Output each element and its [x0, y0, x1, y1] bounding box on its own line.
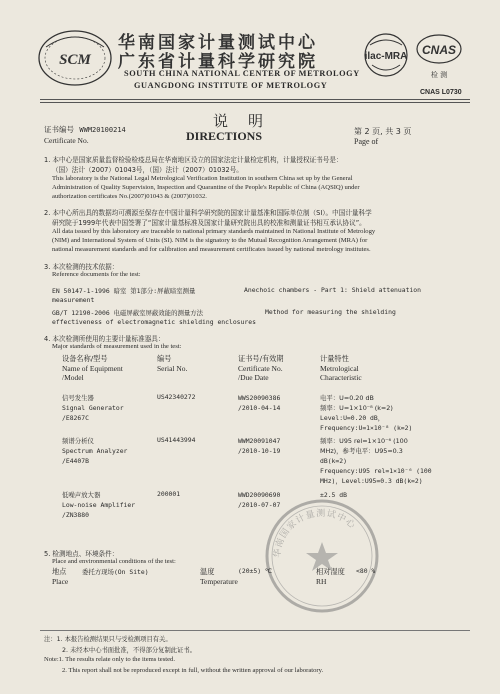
cnas-number: CNAS L0730	[420, 89, 462, 96]
table-header-serial: 编号 Serial No.	[157, 354, 188, 373]
row-3-characteristic: ±2.5 dB	[320, 491, 347, 499]
section-2-cn-2: 研究院于1999年代表中国签署了“国家计量基标准及国家计量研究院出具的校准和测量证书相互承认协议”。	[52, 219, 366, 227]
row-1-characteristic: 电平：U=0.20 dB 频率：U=1×10⁻⁸ (k=2) Level:U=0.20 dB， Frequency:U=1×10⁻⁸ (k=2)	[320, 394, 413, 432]
place-value: 委托方现场(On Site)	[82, 568, 149, 576]
reference-1-code: EN 50147-1-1996 暗室 第1部分:屏蔽暗室测量	[52, 287, 196, 295]
cnas-logo-text: CNAS	[421, 43, 457, 57]
table-row: 频谱分析仪 Spectrum Analyzer /E4407B	[62, 437, 128, 465]
section-1-en-1: This laboratory is the National Legal Metrological Verification Institution in southern China set up by the General	[52, 175, 353, 182]
org-name-en-2: GUANGDONG INSTITUTE OF METROLOGY	[134, 81, 328, 90]
section-5-cn: 5. 检测地点、环境条件：	[44, 550, 119, 558]
certificate-number-line	[44, 124, 126, 135]
place-label-cn: 地点	[52, 567, 67, 576]
title-cn: 说明	[213, 112, 284, 130]
row-3-serial: 200001	[157, 490, 181, 498]
humidity-label-cn: 相对湿度	[316, 567, 345, 576]
org-name-cn-2: 广东省计量科学研究院	[118, 52, 318, 72]
temperature-label-cn: 温度	[200, 567, 215, 576]
header-rule	[40, 99, 470, 100]
section-2-en-1: All data issued by this laboratory are traceable to national primary standards maintained in National Institute of Metrology	[52, 228, 376, 235]
page-info-cn: 第 2 页, 共 3 页	[354, 127, 412, 136]
note-2-en: 2. This report shall not be reproduced except in full, without the written approval of our laboratory.	[62, 667, 324, 674]
certificate-label-cn: 证书编号	[44, 125, 74, 134]
section-2-en-2: (NIM) and International System of Units (SI). NIM is the signatory to the Mutual Recognition Arrangement (MRA) for	[52, 237, 368, 244]
table-row: 低噪声放大器 Low-noise Amplifier /ZN3880	[62, 491, 136, 519]
certificate-number: WWM20100214	[79, 126, 126, 134]
section-4-en: Major standards of measurement used in the test:	[52, 343, 182, 350]
section-3-cn: 3. 本次检测的技术依据：	[44, 263, 119, 271]
note-1-cn: 注：1. 本报告检测结果只与受检测项目有关。	[44, 636, 172, 643]
official-seal-stamp	[262, 496, 382, 616]
section-2-cn-1: 2. 本中心所出具的数据均可溯源至保存在中国计量科学研究院的国家计量基准和国际单位制（SI）。中国计量科学	[44, 209, 372, 217]
reference-1-title: Anechoic chambers - Part 1: Shield attenuation	[244, 286, 421, 294]
section-3-en: Reference documents for the test:	[52, 271, 141, 278]
cnas-logo	[414, 29, 464, 85]
temperature-label-en: Temperature	[200, 577, 238, 586]
scm-logo	[36, 27, 114, 89]
reference-1-title-cont: measurement	[52, 296, 95, 304]
section-1-cn-2: （国）法计（2007）01043号，（国）法计（2007）01032号。	[52, 166, 243, 174]
table-header-equipment: 设备名称/型号 Name of Equipment /Model	[62, 354, 123, 382]
humidity-label-en: RH	[316, 577, 327, 586]
cnas-logo-sub: 检 测	[430, 71, 448, 79]
row-2-certificate: WWM20091047 /2010-10-19	[238, 437, 281, 455]
place-label-en: Place	[52, 577, 69, 586]
note-1-en: Note:1. The results relate only to the items tested.	[44, 656, 175, 663]
table-row: 信号发生器 Signal Generator /E8267C	[62, 394, 124, 422]
row-1-serial: US42340272	[157, 393, 196, 401]
temperature-value: (20±5) ℃	[238, 567, 273, 575]
reference-2-title-cont: effectiveness of electromagnetic shielding enclosures	[52, 318, 256, 326]
ilac-logo-text: ilac-MRA	[364, 51, 408, 62]
section-1-en-2: Administration of Quality Supervision, Inspection and Quarantine of the People's Republic of China (AQSIQ) under	[52, 184, 360, 191]
section-4-cn: 4. 本次检测所使用的主要计量标准器具：	[44, 335, 165, 343]
note-2-cn: 2. 未经本中心书面批准，不得部分复制此证书。	[62, 647, 196, 654]
section-1-en-3: authorization certificates No.(2007)01043 & (2007)01032.	[52, 193, 207, 200]
section-1-cn-1: 1. 本中心是国家质量监督检验检疫总局在华南地区设立的国家法定计量检定机构，计量授权证书号是：	[44, 156, 343, 164]
stamp-text: 华南国家计量测试中心	[272, 508, 358, 559]
reference-2-code: GB/T 12190-2006 电磁屏蔽室屏蔽效能的测量方法	[52, 309, 204, 317]
table-header-certificate: 证书号/有效期 Certificate No. /Due Date	[238, 354, 284, 382]
org-name-cn-1: 华南国家计量测试中心	[118, 33, 318, 53]
org-name-en-1: SOUTH CHINA NATIONAL CENTER OF METROLOGY	[124, 69, 360, 78]
footer-rule	[40, 630, 470, 631]
certificate-label-en: Certificate No.	[44, 136, 89, 145]
header-rule-thin	[40, 102, 470, 103]
section-5-en: Place and environmental conditions of the test:	[52, 558, 176, 565]
humidity-value: <80 %	[356, 567, 376, 575]
section-2-en-3: national measurement standards and for calibration and measurement certificates issued by national metrology institutes.	[52, 246, 371, 253]
reference-2-title: Method for measuring the shielding	[265, 308, 396, 316]
page-info-en: Page of	[354, 137, 379, 146]
title-en: DIRECTIONS	[186, 129, 263, 143]
scm-logo-text: SCM	[59, 52, 91, 68]
row-2-serial: US41443994	[157, 436, 196, 444]
row-1-certificate: WWS20090386 /2010-04-14	[238, 394, 281, 412]
ilac-mra-logo	[358, 31, 414, 91]
table-header-characteristic: 计量特性 Metrological Characteristic	[320, 354, 362, 382]
row-2-characteristic: 频率：U95 rel=1×10⁻⁶ (100 MHz)，参考电平：U95=0.3 dB(k=2) Frequency:U95 rel=1×10⁻⁶ (100 MHz)，Level:U95=0.3 dB(k=2)	[320, 437, 432, 485]
row-3-certificate: WWD20090690 /2010-07-07	[238, 491, 281, 509]
